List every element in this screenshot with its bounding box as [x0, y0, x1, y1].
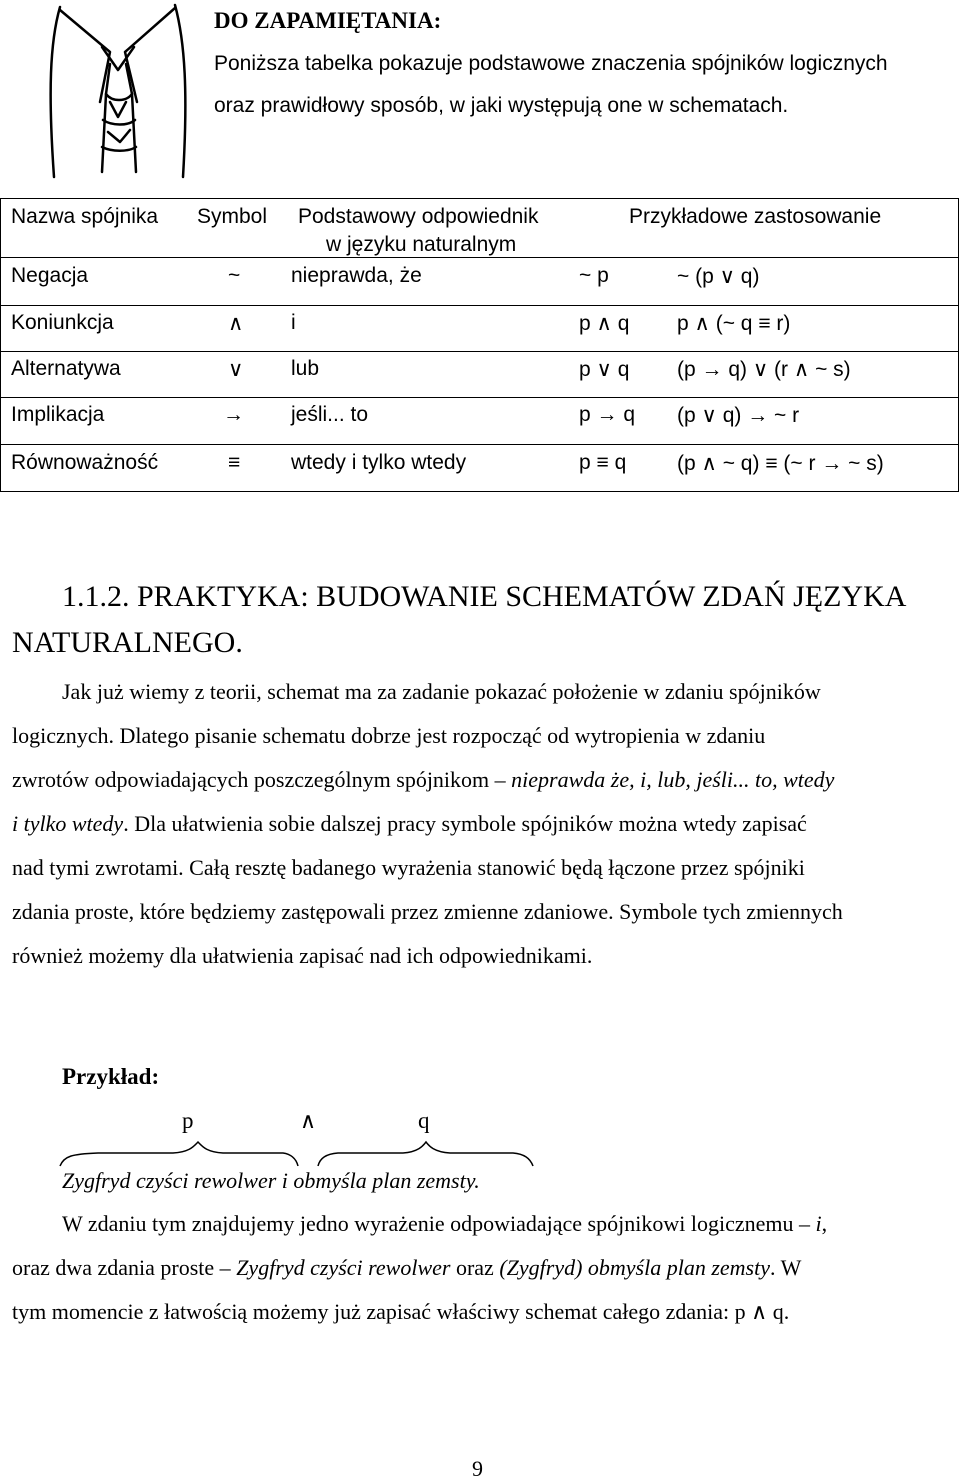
section-heading-line1: 1.1.2. PRAKTYKA: BUDOWANIE SCHEMATÓW ZDAŃ JĘZYKA: [62, 580, 907, 613]
para2-line: tym momencie z łatwością możemy już zapisać właściwy schemat całego zdania: p ∧ q.: [12, 1299, 790, 1324]
para2-text: oraz: [450, 1255, 500, 1280]
table-row-example1: ~ p: [579, 264, 609, 287]
table-row-name: Negacja: [11, 264, 89, 287]
para2-line: [12, 1246, 950, 1290]
schema-variable-q: q: [418, 1108, 430, 1133]
paragraph-intro: [12, 670, 950, 978]
table-row-natural: nieprawda, że: [291, 264, 422, 287]
header-natural-line1: Podstawowy odpowiednik: [298, 205, 539, 228]
para1-line: [12, 758, 950, 802]
para1-line: [12, 802, 950, 846]
table-row-example1: p ∨ q: [579, 358, 630, 381]
para2-text: oraz dwa zdania proste –: [12, 1255, 237, 1280]
table-row-example1: p → q: [579, 403, 636, 426]
table-row-example1: p ≡ q: [579, 451, 627, 474]
table-row-name: Równoważność: [11, 451, 159, 474]
para2-italic: i: [815, 1211, 822, 1236]
para2-italic: (Zygfryd) obmyśla plan zemsty: [499, 1255, 770, 1280]
para1-text: zwrotów odpowiadających poszczególnym spójnikom –: [12, 767, 512, 792]
table-row-example2: p ∧ (~ q ≡ r): [677, 312, 791, 335]
table-row-example1: p ∧ q: [579, 312, 630, 335]
table-row-natural: lub: [291, 357, 320, 380]
para1-line: zdania proste, które będziemy zastępowali przez zmienne zdaniowe. Symbole tych zmiennych: [12, 899, 843, 924]
table-row-name: Koniunkcja: [11, 311, 114, 334]
brace-left: [60, 1142, 298, 1166]
header-usage: Przykładowe zastosowanie: [629, 205, 882, 228]
table-row-natural: jeśli... to: [291, 403, 369, 426]
table-row-symbol: ≡: [228, 451, 241, 474]
para1-italic-phrase: i tylko wtedy: [12, 811, 124, 836]
header-name: Nazwa spójnika: [11, 205, 159, 228]
para1-line: nad tymi zwrotami. Całą resztę badanego wyrażenia stanowić będą łączone przez spójniki: [12, 855, 805, 880]
table-row-example2: ~ (p ∨ q): [677, 265, 760, 288]
table-row-natural: wtedy i tylko wtedy: [291, 451, 467, 474]
section-heading: [12, 574, 906, 666]
brace-right: [318, 1142, 533, 1166]
header-symbol: Symbol: [197, 205, 268, 228]
paragraph-example-explanation: [12, 1202, 950, 1334]
table-row-name: Alternatywa: [11, 357, 121, 380]
para1-line: Jak już wiemy z teorii, schemat ma za zadanie pokazać położenie w zdaniu spójników: [62, 679, 821, 704]
table-row-example2: (p ∨ q) → ~ r: [677, 404, 800, 427]
table-row-example2: (p → q) ∨ (r ∧ ~ s): [677, 358, 851, 381]
connectives-table: [0, 198, 959, 492]
section-heading-line2: NATURALNEGO.: [12, 626, 243, 659]
table-row-symbol: →: [223, 403, 244, 426]
man-with-tie-illustration: [40, 2, 200, 180]
para1-text: . Dla ułatwienia sobie dalszej pracy symbole spójników można wtedy zapisać: [123, 811, 807, 836]
para1-line: logicznych. Dlatego pisanie schematu dobrze jest rozpocząć od wytropienia w zdaniu: [12, 723, 766, 748]
para2-line: [12, 1202, 950, 1246]
para2-text: . W: [770, 1255, 802, 1280]
para2-text: ,: [821, 1211, 828, 1236]
memo-intro-line1: Poniższa tabelka pokazuje podstawowe znaczenia spójników logicznych: [214, 52, 888, 75]
para1-italic-phrases: nieprawda że, i, lub, jeśli... to, wtedy: [511, 767, 835, 792]
table-row-symbol: ~: [228, 264, 241, 287]
example-sentence: Zygfryd czyści rewolwer i obmyśla plan zemsty.: [62, 1168, 480, 1193]
memo-title: DO ZAPAMIĘTANIA:: [214, 8, 442, 33]
schema-variable-p: p: [182, 1108, 194, 1133]
example-label: Przykład:: [62, 1064, 160, 1089]
table-row-natural: i: [291, 311, 296, 334]
table-row-name: Implikacja: [11, 403, 105, 426]
para2-text: W zdaniu tym znajdujemy jedno wyrażenie odpowiadające spójnikowi logicznemu –: [62, 1211, 816, 1236]
para2-italic: Zygfryd czyści rewolwer: [236, 1255, 451, 1280]
para1-line: również możemy dla ułatwienia zapisać nad ich odpowiednikami.: [12, 943, 593, 968]
table-row-symbol: ∧: [228, 312, 244, 335]
page-number: 9: [472, 1456, 483, 1481]
header-natural-line2: w języku naturalnym: [326, 233, 517, 256]
table-row-symbol: ∨: [228, 358, 244, 381]
memo-intro-line2: oraz prawidłowy sposób, w jaki występują one w schematach.: [214, 94, 789, 117]
table-row-example2: (p ∧ ~ q) ≡ (~ r → ~ s): [677, 452, 884, 475]
schema-connective: ∧: [300, 1108, 317, 1133]
schema-braces: [58, 1140, 538, 1170]
